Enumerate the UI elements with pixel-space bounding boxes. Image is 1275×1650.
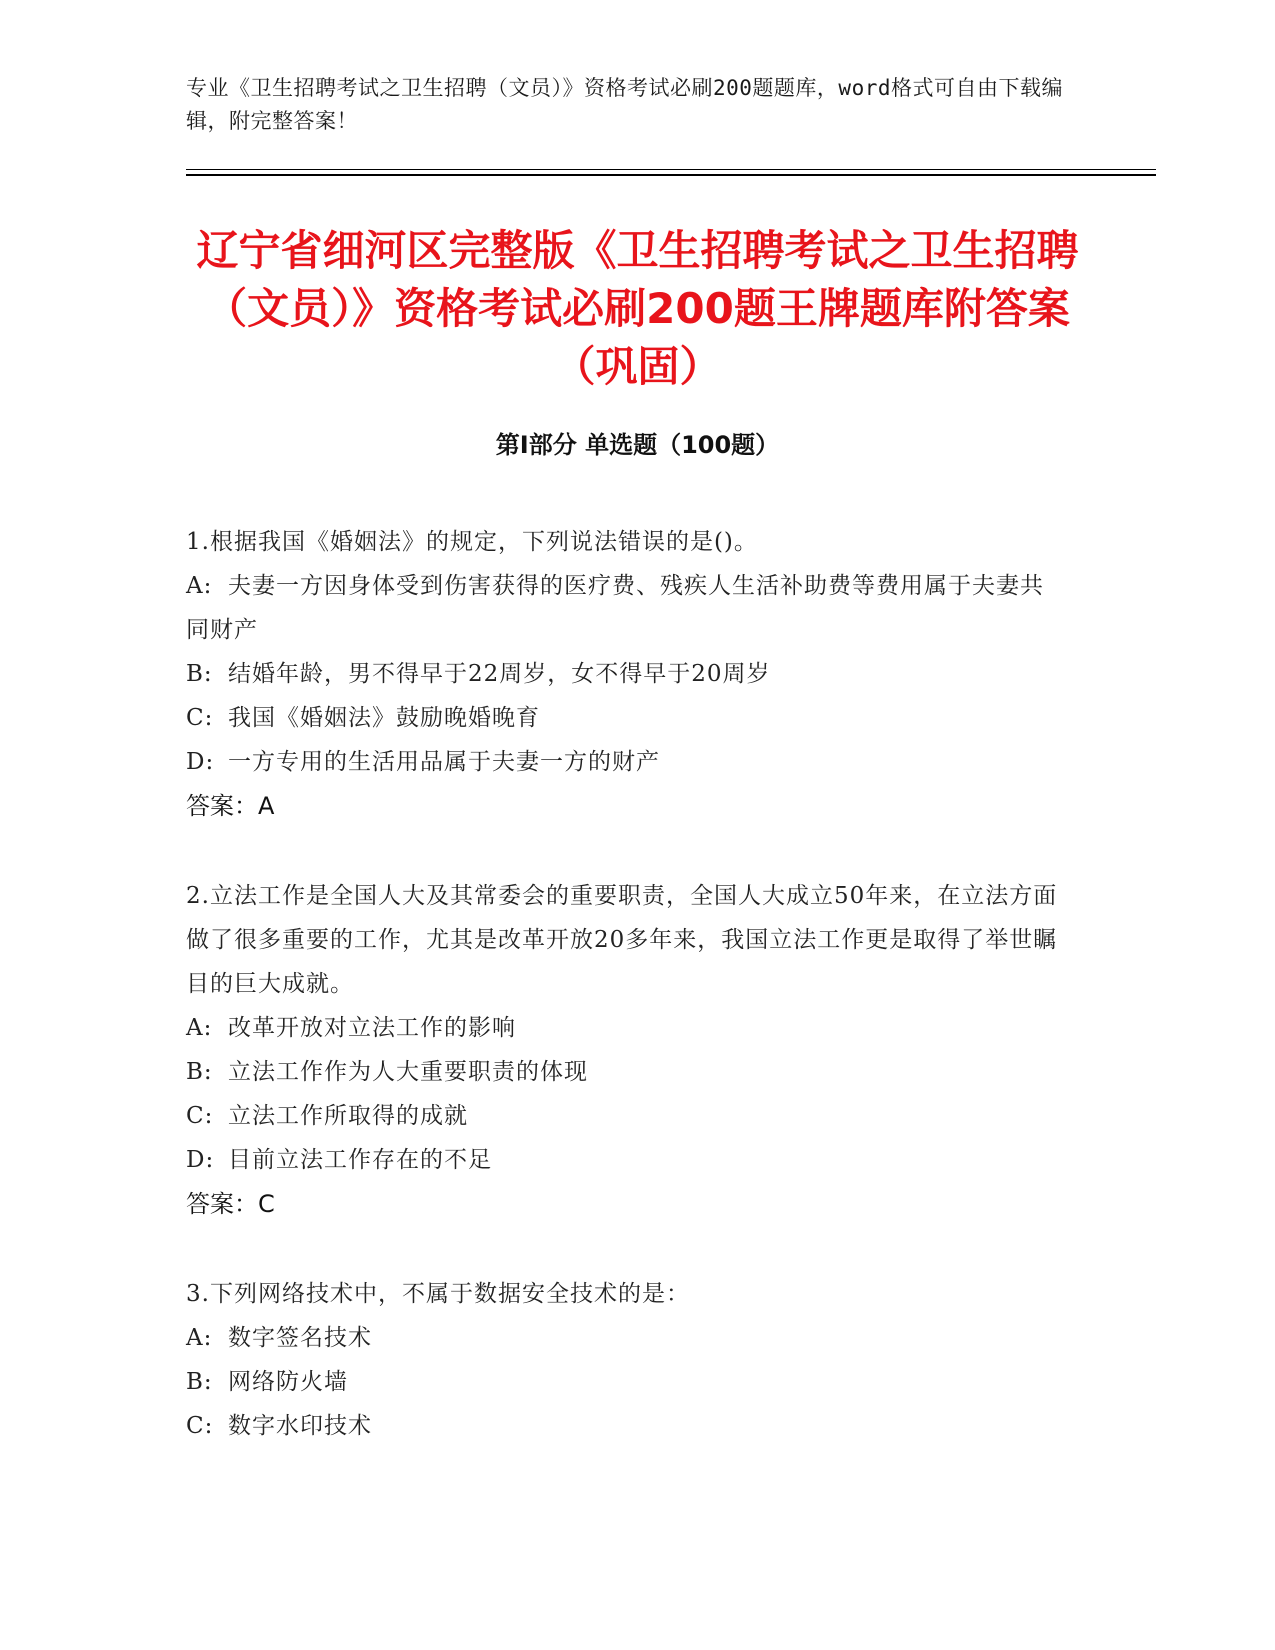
- option-b: [186, 1050, 1066, 1094]
- option-letter: B:: [186, 661, 213, 687]
- question-stem: 3.下列网络技术中，不属于数据安全技术的是：: [186, 1281, 690, 1307]
- option-letter: B:: [186, 1369, 213, 1395]
- question-stem: 1.根据我国《婚姻法》的规定，下列说法错误的是()。: [186, 529, 758, 555]
- question-1: [186, 520, 1066, 828]
- option-text: 结婚年龄，男不得早于22周岁，女不得早于20周岁: [228, 661, 771, 687]
- question-3: [186, 1272, 1066, 1448]
- option-text: 数字签名技术: [228, 1325, 372, 1351]
- option-letter: C:: [186, 1413, 214, 1439]
- question-list: [186, 520, 1066, 1494]
- option-text: 改革开放对立法工作的影响: [228, 1015, 516, 1041]
- option-text: 一方专用的生活用品属于夫妻一方的财产: [228, 749, 660, 775]
- option-text: 立法工作所取得的成就: [228, 1103, 468, 1129]
- header-divider-thick: [186, 174, 1156, 176]
- option-text: 夫妻一方因身体受到伤害获得的医疗费、残疾人生活补助费等费用属于夫妻共同财产: [186, 573, 1044, 643]
- header-divider-thin: [186, 169, 1156, 170]
- question-stem: 2.立法工作是全国人大及其常委会的重要职责，全国人大成立50年来，在立法方面做了很多重要的工作，尤其是改革开放20多年来，我国立法工作更是取得了举世瞩目的巨大成就。: [186, 883, 1058, 997]
- option-d: [186, 1138, 1066, 1182]
- option-a: [186, 564, 1066, 652]
- header-note: 专业《卫生招聘考试之卫生招聘（文员）》资格考试必刷200题题库，word格式可自由下载编辑，附完整答案！: [186, 76, 1063, 133]
- option-c: [186, 696, 1066, 740]
- option-c: [186, 1094, 1066, 1138]
- option-text: 目前立法工作存在的不足: [228, 1147, 492, 1173]
- option-a: [186, 1316, 1066, 1360]
- option-text: 立法工作作为人大重要职责的体现: [228, 1059, 588, 1085]
- option-b: [186, 1360, 1066, 1404]
- document-title: 辽宁省细河区完整版《卫生招聘考试之卫生招聘（文员）》资格考试必刷200题王牌题库附答案（巩固）: [196, 226, 1079, 391]
- option-letter: D:: [186, 749, 215, 775]
- option-b: [186, 652, 1066, 696]
- option-letter: D:: [186, 1147, 215, 1173]
- option-c: [186, 1404, 1066, 1448]
- option-text: 数字水印技术: [228, 1413, 372, 1439]
- option-letter: C:: [186, 1103, 214, 1129]
- option-text: 我国《婚姻法》鼓励晚婚晚育: [228, 705, 540, 731]
- question-2: [186, 874, 1066, 1226]
- answer-label: 答案：C: [186, 1190, 275, 1218]
- option-d: [186, 740, 1066, 784]
- answer-label: 答案：A: [186, 792, 275, 820]
- option-letter: C:: [186, 705, 214, 731]
- option-letter: A:: [186, 1015, 213, 1041]
- option-text: 网络防火墙: [228, 1369, 348, 1395]
- option-letter: A:: [186, 1325, 213, 1351]
- section-heading: 第I部分 单选题（100题）: [495, 431, 780, 459]
- option-letter: B:: [186, 1059, 213, 1085]
- option-letter: A:: [186, 573, 213, 599]
- option-a: [186, 1006, 1066, 1050]
